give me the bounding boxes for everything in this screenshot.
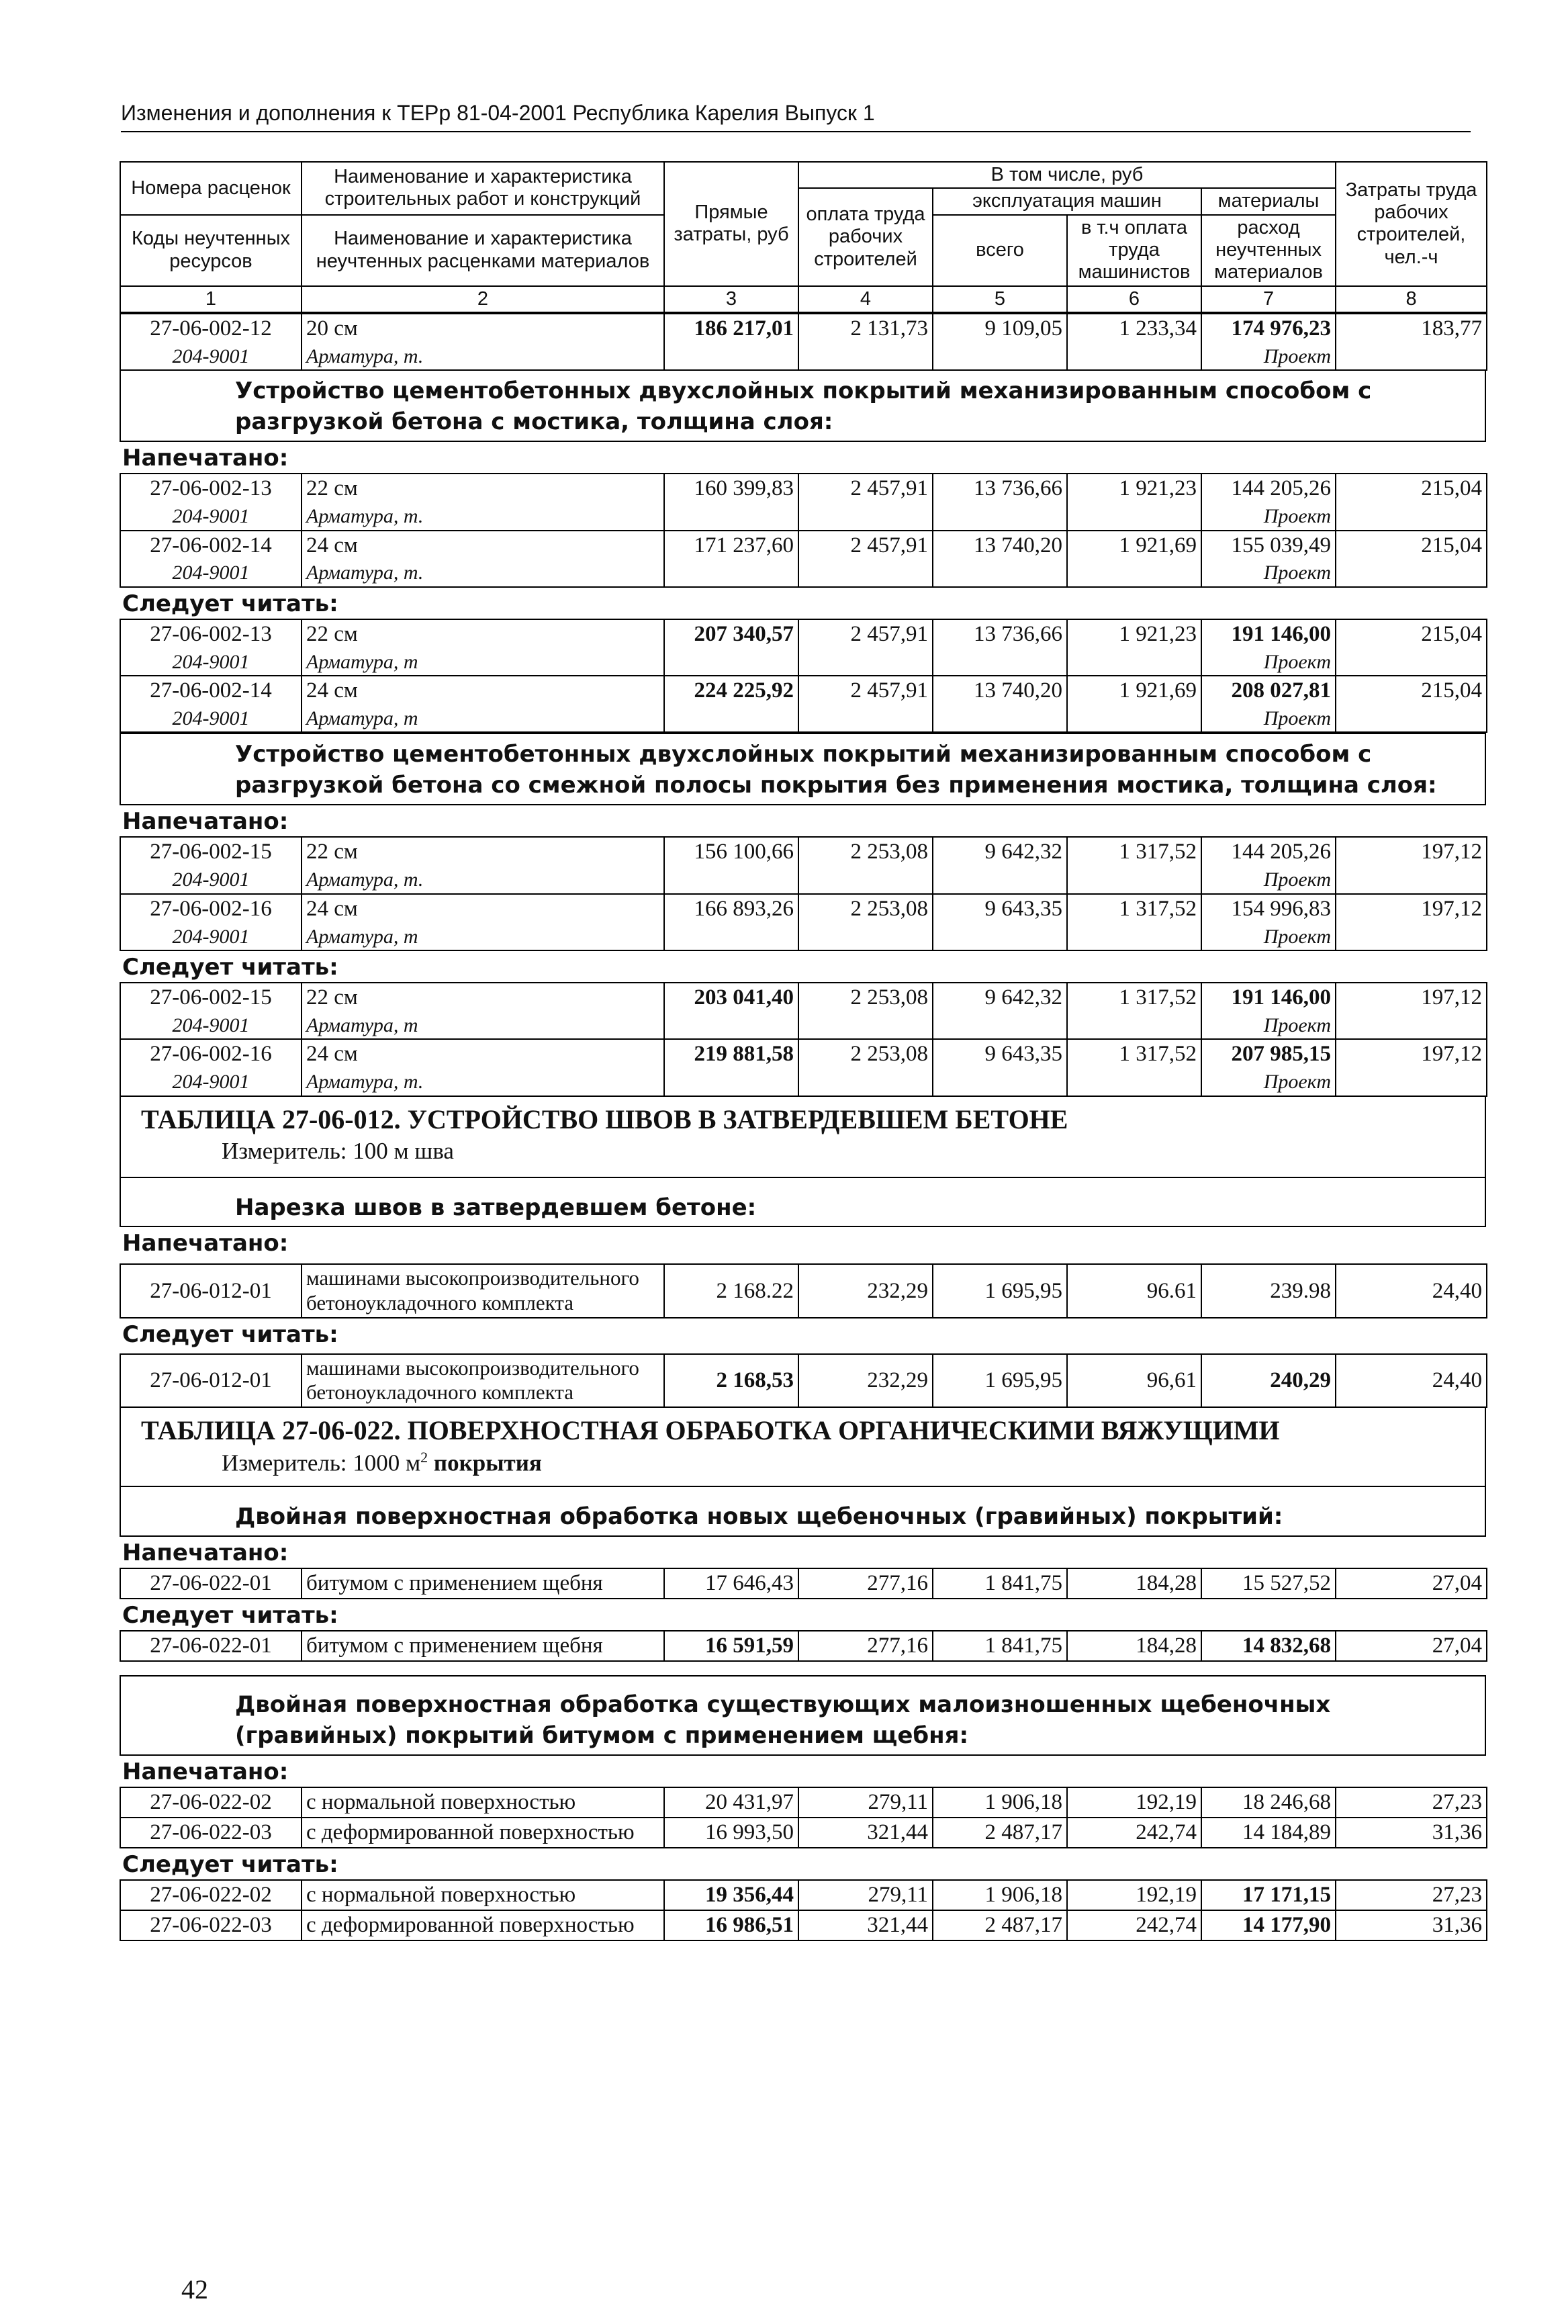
project-note: Проект bbox=[1201, 866, 1336, 893]
table-row bbox=[120, 866, 1487, 893]
labor-hours: 27,04 bbox=[1336, 1568, 1487, 1599]
project-note: Проект bbox=[1201, 924, 1336, 950]
resource-code: 204-9001 bbox=[120, 1012, 302, 1039]
header-operator-pay: в т.ч оплата труда машинистов bbox=[1067, 215, 1201, 286]
rate-code: 27-06-002-16 bbox=[120, 894, 302, 924]
header-direct-costs: Прямые затраты, руб bbox=[664, 162, 798, 286]
table-row bbox=[120, 924, 1487, 950]
labor-pay: 277,16 bbox=[798, 1568, 933, 1599]
resource-code: 204-9001 bbox=[120, 503, 302, 530]
operator-pay: 242,74 bbox=[1067, 1818, 1201, 1848]
materials: 191 146,00 bbox=[1201, 619, 1336, 649]
machine-total: 1 906,18 bbox=[933, 1880, 1067, 1910]
operator-pay: 242,74 bbox=[1067, 1910, 1201, 1940]
rate-table bbox=[120, 1353, 1487, 1408]
materials: 18 246,68 bbox=[1201, 1787, 1336, 1818]
unit-label bbox=[141, 1446, 1478, 1484]
rate-name: с нормальной поверхностью bbox=[302, 1880, 664, 1910]
rate-table bbox=[120, 1568, 1487, 1599]
operator-pay: 1 317,52 bbox=[1067, 983, 1201, 1012]
operator-pay: 1 233,34 bbox=[1067, 314, 1201, 343]
direct-costs: 16 993,50 bbox=[664, 1818, 798, 1848]
operator-pay: 96,61 bbox=[1067, 1354, 1201, 1407]
labor-hours: 31,36 bbox=[1336, 1818, 1487, 1848]
unit-label: Измеритель: 100 м шва bbox=[222, 1137, 454, 1164]
table-row bbox=[120, 705, 1487, 732]
machine-total: 1 841,75 bbox=[933, 1568, 1067, 1599]
project-note: Проект bbox=[1201, 343, 1336, 370]
table-row bbox=[120, 1354, 1487, 1407]
rate-name: битумом с применением щебня bbox=[302, 1568, 664, 1599]
project-note: Проект bbox=[1201, 560, 1336, 586]
labor-pay: 2 457,91 bbox=[798, 676, 933, 705]
labor-hours: 27,04 bbox=[1336, 1631, 1487, 1661]
direct-costs: 219 881,58 bbox=[664, 1039, 798, 1069]
materials: 191 146,00 bbox=[1201, 983, 1336, 1012]
labor-pay: 232,29 bbox=[798, 1264, 933, 1317]
machine-total: 1 695,95 bbox=[933, 1264, 1067, 1317]
labor-hours: 183,77 bbox=[1336, 314, 1487, 343]
header-machine-total: всего bbox=[933, 215, 1067, 286]
col-num-3: 3 bbox=[664, 286, 798, 312]
direct-costs: 224 225,92 bbox=[664, 676, 798, 705]
rate-code: 27-06-022-01 bbox=[120, 1568, 302, 1599]
rate-table bbox=[120, 1787, 1487, 1848]
material-name: Арматура, т. bbox=[302, 1069, 664, 1096]
machine-total: 9 642,32 bbox=[933, 837, 1067, 866]
labor-pay: 2 253,08 bbox=[798, 837, 933, 866]
resource-code: 204-9001 bbox=[120, 343, 302, 370]
rate-code: 27-06-022-02 bbox=[120, 1880, 302, 1910]
col-num-5: 5 bbox=[933, 286, 1067, 312]
resource-code: 204-9001 bbox=[120, 866, 302, 893]
rate-name: 24 см bbox=[302, 1039, 664, 1069]
rate-name: 20 см bbox=[302, 314, 664, 343]
table-row bbox=[120, 676, 1487, 705]
resource-code: 204-9001 bbox=[120, 649, 302, 676]
rate-code: 27-06-022-01 bbox=[120, 1631, 302, 1661]
labor-hours: 197,12 bbox=[1336, 894, 1487, 924]
table-row bbox=[120, 1880, 1487, 1910]
machine-total: 1 841,75 bbox=[933, 1631, 1067, 1661]
rate-code: 27-06-002-14 bbox=[120, 531, 302, 560]
table-row bbox=[120, 983, 1487, 1012]
material-name: Арматура, т bbox=[302, 649, 664, 676]
resource-code: 204-9001 bbox=[120, 1069, 302, 1096]
machine-total: 1 695,95 bbox=[933, 1354, 1067, 1407]
operator-pay: 1 921,23 bbox=[1067, 619, 1201, 649]
material-name: Арматура, т. bbox=[302, 503, 664, 530]
direct-costs: 20 431,97 bbox=[664, 1787, 798, 1818]
materials: 14 184,89 bbox=[1201, 1818, 1336, 1848]
rate-table bbox=[120, 836, 1487, 951]
rate-name: машинами высокопроизводительного бетоноукладочного комплекта bbox=[302, 1264, 664, 1317]
machine-total: 13 736,66 bbox=[933, 474, 1067, 503]
direct-costs: 186 217,01 bbox=[664, 314, 798, 343]
unit-text: Измеритель: 1000 м bbox=[222, 1449, 421, 1476]
machine-total: 13 740,20 bbox=[933, 531, 1067, 560]
materials: 174 976,23 bbox=[1201, 314, 1336, 343]
rate-table-top bbox=[120, 313, 1487, 371]
material-name: Арматура, т. bbox=[302, 560, 664, 586]
section-title: Устройство цементобетонных двухслойных покрытий механизированным способом с разгрузкой бетона с мостика, толщина слоя: bbox=[120, 371, 1486, 442]
machine-total: 1 906,18 bbox=[933, 1787, 1067, 1818]
rate-code: 27-06-002-15 bbox=[120, 983, 302, 1012]
table-row bbox=[120, 1787, 1487, 1818]
rate-name: 22 см bbox=[302, 619, 664, 649]
rate-code: 27-06-022-03 bbox=[120, 1910, 302, 1940]
materials: 14 177,90 bbox=[1201, 1910, 1336, 1940]
table-row bbox=[120, 1264, 1487, 1317]
rate-code: 27-06-022-03 bbox=[120, 1818, 302, 1848]
printed-label: Напечатано: bbox=[122, 808, 289, 836]
project-note: Проект bbox=[1201, 649, 1336, 676]
rate-name: 22 см bbox=[302, 837, 664, 866]
operator-pay: 1 317,52 bbox=[1067, 1039, 1201, 1069]
resource-code: 204-9001 bbox=[120, 924, 302, 950]
labor-hours: 215,04 bbox=[1336, 474, 1487, 503]
table-row bbox=[120, 1631, 1487, 1661]
materials: 239.98 bbox=[1201, 1264, 1336, 1317]
table-row bbox=[120, 474, 1487, 503]
labor-hours: 27,23 bbox=[1336, 1880, 1487, 1910]
page-number: 42 bbox=[181, 2274, 208, 2305]
header-labor-hours: Затраты труда рабочих строителей, чел.-ч bbox=[1336, 162, 1487, 286]
operator-pay: 1 317,52 bbox=[1067, 894, 1201, 924]
page-header: Изменения и дополнения к ТЕРр 81-04-2001 Республика Карелия Выпуск 1 bbox=[121, 101, 1471, 132]
operator-pay: 96.61 bbox=[1067, 1264, 1201, 1317]
rate-name: 24 см bbox=[302, 676, 664, 705]
material-name: Арматура, т. bbox=[302, 866, 664, 893]
labor-pay: 2 253,08 bbox=[798, 894, 933, 924]
resource-code: 204-9001 bbox=[120, 705, 302, 732]
document-body bbox=[120, 161, 1486, 1941]
table-row bbox=[120, 1910, 1487, 1940]
printed-label: Напечатано: bbox=[122, 445, 289, 472]
table-row bbox=[120, 837, 1487, 866]
materials: 207 985,15 bbox=[1201, 1039, 1336, 1069]
read-label: Следует читать: bbox=[122, 590, 338, 617]
section-title: Двойная поверхностная обработка существующих малоизношенных щебеночных (гравийных) покрытий битумом с применением щебня: bbox=[120, 1675, 1486, 1756]
header-resource-codes: Коды неучтенных ресурсов bbox=[120, 215, 302, 286]
operator-pay: 1 921,69 bbox=[1067, 676, 1201, 705]
materials: 144 205,26 bbox=[1201, 474, 1336, 503]
header-material-name: Наименование и характеристика неучтенных расценками материалов bbox=[302, 215, 664, 286]
labor-hours: 24,40 bbox=[1336, 1264, 1487, 1317]
table-row bbox=[120, 531, 1487, 560]
table-row bbox=[120, 894, 1487, 924]
material-name: Арматура, т bbox=[302, 705, 664, 732]
section-title: Устройство цементобетонных двухслойных покрытий механизированным способом с разгрузкой бетона со смежной полосы покрытия без применения мостика, толщина слоя: bbox=[120, 733, 1486, 805]
rate-name: битумом с применением щебня bbox=[302, 1631, 664, 1661]
table-row bbox=[120, 1039, 1487, 1069]
direct-costs: 207 340,57 bbox=[664, 619, 798, 649]
machine-total: 13 736,66 bbox=[933, 619, 1067, 649]
machine-total: 2 487,17 bbox=[933, 1818, 1067, 1848]
labor-hours: 24,40 bbox=[1336, 1354, 1487, 1407]
rate-code: 27-06-022-02 bbox=[120, 1787, 302, 1818]
rate-name: машинами высокопроизводительного бетоноукладочного комплекта bbox=[302, 1354, 664, 1407]
printed-label: Напечатано: bbox=[122, 1539, 289, 1567]
table-row bbox=[120, 1012, 1487, 1039]
read-label: Следует читать: bbox=[122, 1321, 338, 1348]
labor-pay: 2 131,73 bbox=[798, 314, 933, 343]
rate-code: 27-06-002-15 bbox=[120, 837, 302, 866]
project-note: Проект bbox=[1201, 1069, 1336, 1096]
machine-total: 2 487,17 bbox=[933, 1910, 1067, 1940]
rate-table bbox=[120, 982, 1487, 1097]
rate-code: 27-06-002-13 bbox=[120, 474, 302, 503]
table-title bbox=[120, 1408, 1486, 1488]
section-title: Двойная поверхностная обработка новых щебеночных (гравийных) покрытий: bbox=[120, 1487, 1486, 1537]
read-label: Следует читать: bbox=[122, 1602, 338, 1629]
rate-code: 27-06-002-12 bbox=[120, 314, 302, 343]
project-note: Проект bbox=[1201, 1012, 1336, 1039]
labor-hours: 215,04 bbox=[1336, 619, 1487, 649]
col-num-4: 4 bbox=[798, 286, 933, 312]
material-name: Арматура, т bbox=[302, 1012, 664, 1039]
resource-code: 204-9001 bbox=[120, 560, 302, 586]
operator-pay: 1 317,52 bbox=[1067, 837, 1201, 866]
labor-pay: 2 457,91 bbox=[798, 619, 933, 649]
col-num-8: 8 bbox=[1336, 286, 1487, 312]
labor-pay: 279,11 bbox=[798, 1880, 933, 1910]
table-row bbox=[120, 503, 1487, 530]
table-row bbox=[120, 1069, 1487, 1096]
machine-total: 13 740,20 bbox=[933, 676, 1067, 705]
rate-name: с деформированной поверхностью bbox=[302, 1818, 664, 1848]
operator-pay: 184,28 bbox=[1067, 1631, 1201, 1661]
col-num-1: 1 bbox=[120, 286, 302, 312]
labor-pay: 321,44 bbox=[798, 1818, 933, 1848]
rate-table bbox=[120, 1879, 1487, 1941]
table-row bbox=[120, 1568, 1487, 1599]
table-row bbox=[120, 314, 1487, 343]
operator-pay: 1 921,69 bbox=[1067, 531, 1201, 560]
table-row bbox=[120, 1818, 1487, 1848]
direct-costs: 2 168,53 bbox=[664, 1354, 798, 1407]
rate-code: 27-06-002-13 bbox=[120, 619, 302, 649]
machine-total: 9 643,35 bbox=[933, 1039, 1067, 1069]
printed-label: Напечатано: bbox=[122, 1758, 289, 1785]
column-header-table bbox=[120, 161, 1487, 313]
table-row bbox=[120, 343, 1487, 370]
printed-label: Напечатано: bbox=[122, 1230, 289, 1257]
rate-name: 22 см bbox=[302, 474, 664, 503]
operator-pay: 192,19 bbox=[1067, 1787, 1201, 1818]
table-title bbox=[120, 1097, 1486, 1178]
labor-hours: 27,23 bbox=[1336, 1787, 1487, 1818]
col-num-2: 2 bbox=[302, 286, 664, 312]
rate-code: 27-06-012-01 bbox=[120, 1354, 302, 1407]
rate-name: с деформированной поверхностью bbox=[302, 1910, 664, 1940]
rate-table bbox=[120, 1630, 1487, 1662]
materials: 155 039,49 bbox=[1201, 531, 1336, 560]
labor-hours: 197,12 bbox=[1336, 837, 1487, 866]
direct-costs: 17 646,43 bbox=[664, 1568, 798, 1599]
operator-pay: 192,19 bbox=[1067, 1880, 1201, 1910]
direct-costs: 171 237,60 bbox=[664, 531, 798, 560]
header-material-use: расход неучтенных материалов bbox=[1201, 215, 1336, 286]
col-num-6: 6 bbox=[1067, 286, 1201, 312]
labor-pay: 2 253,08 bbox=[798, 1039, 933, 1069]
labor-hours: 31,36 bbox=[1336, 1910, 1487, 1940]
table-heading: ТАБЛИЦА 27-06-022. ПОВЕРХНОСТНАЯ ОБРАБОТКА ОРГАНИЧЕСКИМИ ВЯЖУЩИМИ bbox=[141, 1415, 1280, 1445]
materials: 14 832,68 bbox=[1201, 1631, 1336, 1661]
material-name: Арматура, т bbox=[302, 924, 664, 950]
table-row bbox=[120, 560, 1487, 586]
header-work-name: Наименование и характеристика строительных работ и конструкций bbox=[302, 162, 664, 215]
header-machine-operation: эксплуатация машин bbox=[933, 188, 1201, 214]
project-note: Проект bbox=[1201, 705, 1336, 732]
direct-costs: 156 100,66 bbox=[664, 837, 798, 866]
labor-hours: 215,04 bbox=[1336, 531, 1487, 560]
material-name: Арматура, т. bbox=[302, 343, 664, 370]
labor-hours: 197,12 bbox=[1336, 983, 1487, 1012]
labor-pay: 279,11 bbox=[798, 1787, 933, 1818]
direct-costs: 16 986,51 bbox=[664, 1910, 798, 1940]
direct-costs: 19 356,44 bbox=[664, 1880, 798, 1910]
rate-table bbox=[120, 1263, 1487, 1318]
table-heading: ТАБЛИЦА 27-06-012. УСТРОЙСТВО ШВОВ В ЗАТВЕРДЕВШЕМ БЕТОНЕ bbox=[141, 1104, 1068, 1134]
labor-pay: 2 457,91 bbox=[798, 474, 933, 503]
labor-pay: 321,44 bbox=[798, 1910, 933, 1940]
direct-costs: 16 591,59 bbox=[664, 1631, 798, 1661]
materials: 144 205,26 bbox=[1201, 837, 1336, 866]
labor-pay: 277,16 bbox=[798, 1631, 933, 1661]
rate-code: 27-06-012-01 bbox=[120, 1264, 302, 1317]
rate-table bbox=[120, 619, 1487, 733]
rate-name: 24 см bbox=[302, 894, 664, 924]
operator-pay: 184,28 bbox=[1067, 1568, 1201, 1599]
direct-costs: 166 893,26 bbox=[664, 894, 798, 924]
materials: 17 171,15 bbox=[1201, 1880, 1336, 1910]
unit-superscript: 2 bbox=[420, 1448, 428, 1466]
unit-text-suffix: покрытия bbox=[428, 1449, 542, 1476]
col-num-7: 7 bbox=[1201, 286, 1336, 312]
direct-costs: 2 168.22 bbox=[664, 1264, 798, 1317]
rate-name: 24 см bbox=[302, 531, 664, 560]
read-label: Следует читать: bbox=[122, 1850, 338, 1878]
labor-pay: 2 457,91 bbox=[798, 531, 933, 560]
labor-pay: 232,29 bbox=[798, 1354, 933, 1407]
labor-pay: 2 253,08 bbox=[798, 983, 933, 1012]
rate-name: с нормальной поверхностью bbox=[302, 1787, 664, 1818]
labor-hours: 197,12 bbox=[1336, 1039, 1487, 1069]
labor-hours: 215,04 bbox=[1336, 676, 1487, 705]
machine-total: 9 109,05 bbox=[933, 314, 1067, 343]
operator-pay: 1 921,23 bbox=[1067, 474, 1201, 503]
header-including: В том числе, руб bbox=[798, 162, 1336, 188]
header-materials: материалы bbox=[1201, 188, 1336, 214]
rate-table bbox=[120, 473, 1487, 588]
project-note: Проект bbox=[1201, 503, 1336, 530]
direct-costs: 203 041,40 bbox=[664, 983, 798, 1012]
header-labor-pay: оплата труда рабочих строителей bbox=[798, 188, 933, 285]
table-row bbox=[120, 649, 1487, 676]
materials: 240,29 bbox=[1201, 1354, 1336, 1407]
rate-code: 27-06-002-16 bbox=[120, 1039, 302, 1069]
rate-name: 22 см bbox=[302, 983, 664, 1012]
materials: 15 527,52 bbox=[1201, 1568, 1336, 1599]
machine-total: 9 643,35 bbox=[933, 894, 1067, 924]
direct-costs: 160 399,83 bbox=[664, 474, 798, 503]
table-row bbox=[120, 619, 1487, 649]
rate-code: 27-06-002-14 bbox=[120, 676, 302, 705]
read-label: Следует читать: bbox=[122, 953, 338, 981]
materials: 154 996,83 bbox=[1201, 894, 1336, 924]
section-title: Нарезка швов в затвердевшем бетоне: bbox=[120, 1178, 1486, 1228]
machine-total: 9 642,32 bbox=[933, 983, 1067, 1012]
header-rate-numbers: Номера расценок bbox=[120, 162, 302, 215]
materials: 208 027,81 bbox=[1201, 676, 1336, 705]
